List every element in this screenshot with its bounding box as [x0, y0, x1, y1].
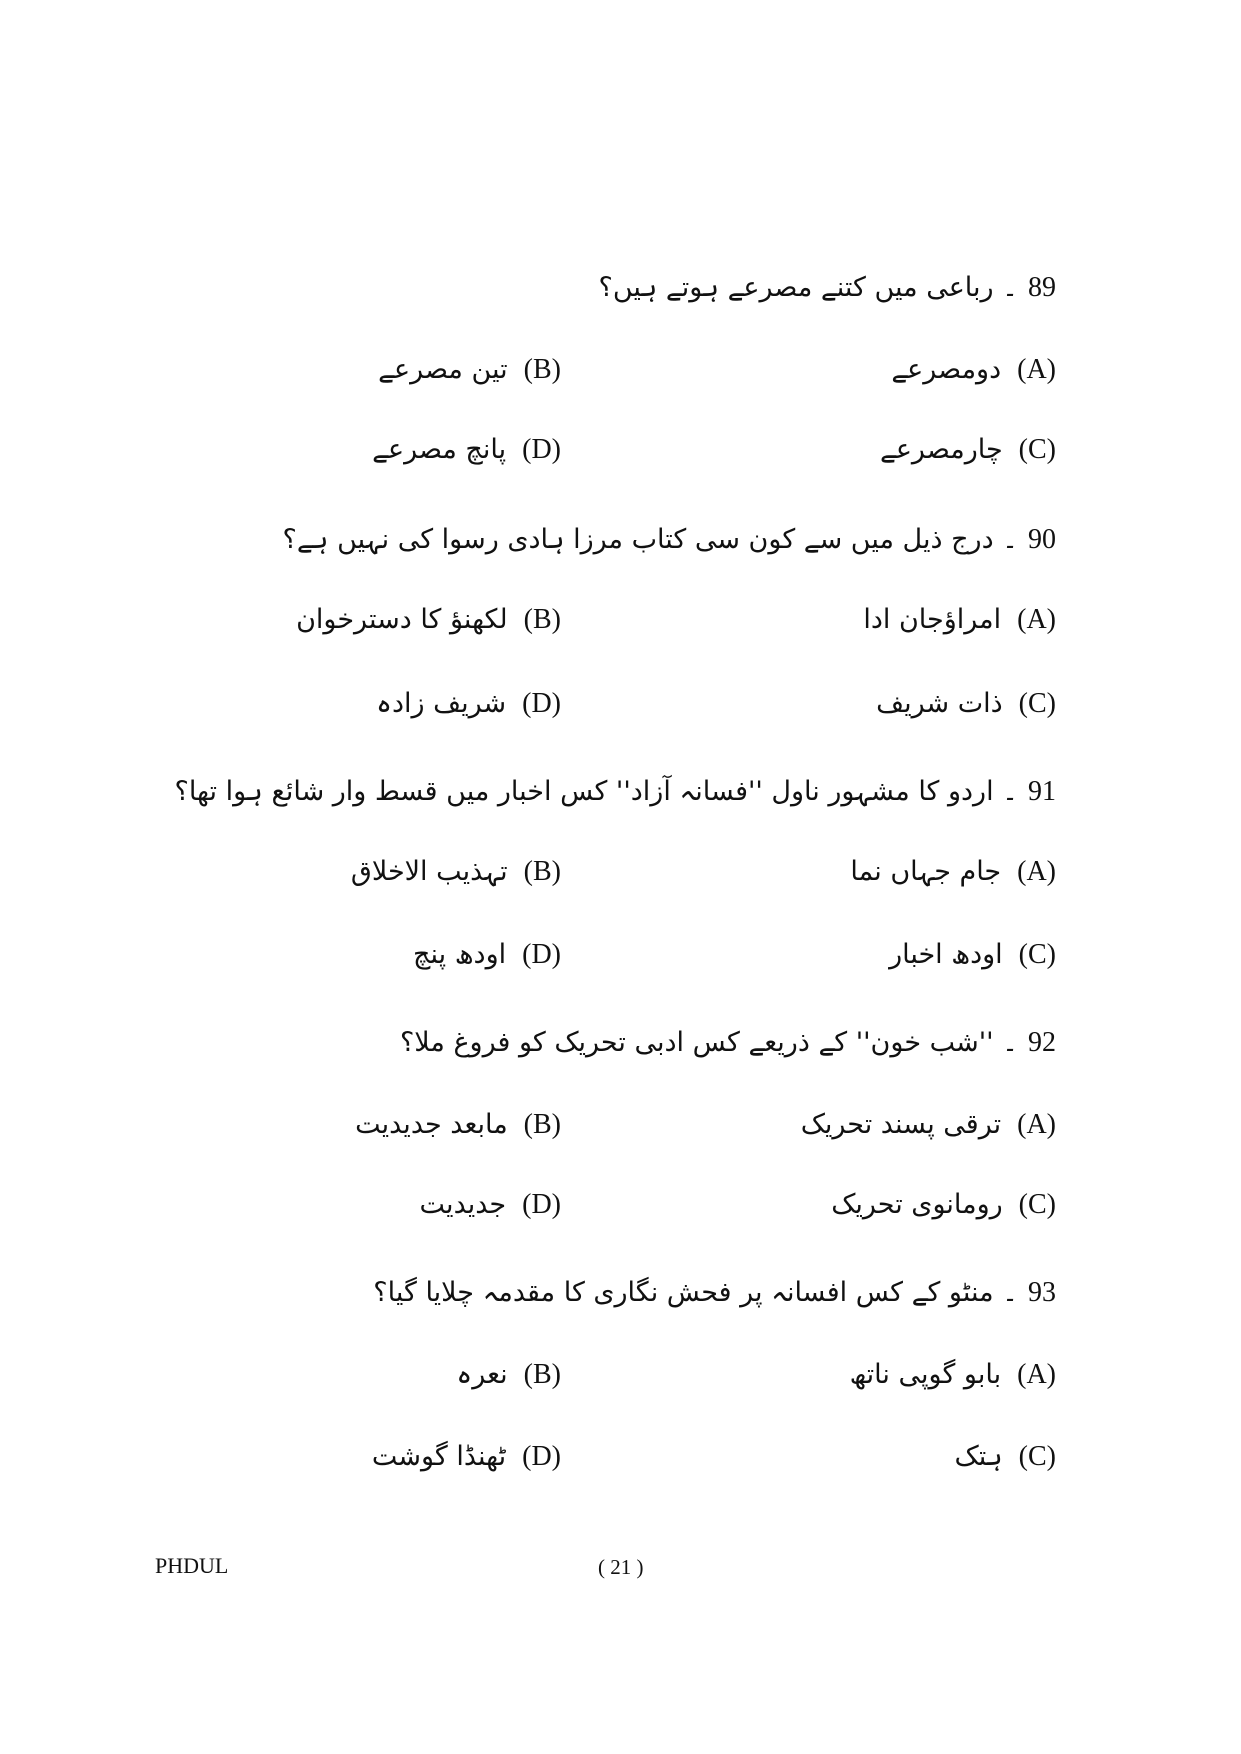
option-label: (B) — [523, 1109, 561, 1140]
question-line: 91۔ اردو کا مشہور ناول ''فسانہ آزاد'' کس اخبار میں قسط وار شائع ہوا تھا؟ — [175, 772, 1057, 812]
option-label: (A) — [1017, 604, 1056, 635]
option-label: (D) — [522, 1441, 561, 1472]
option-text: بابو گوپی ناتھ — [849, 1359, 1002, 1390]
option-label: (A) — [1017, 856, 1056, 887]
option-label: (C) — [1018, 434, 1056, 465]
option-label: (B) — [523, 354, 561, 385]
option-text: جدیدیت — [419, 1189, 507, 1220]
option-label: (D) — [522, 939, 561, 970]
option-c — [889, 935, 1056, 975]
question-line: 92۔ ''شب خون'' کے ذریعے کس ادبی تحریک کو فروغ ملا؟ — [400, 1023, 1056, 1063]
question-number: 92 — [1028, 1027, 1056, 1058]
option-d — [372, 1437, 561, 1477]
option-text: ٹھنڈا گوشت — [371, 1441, 507, 1472]
page-number: ( 21 ) — [598, 1555, 644, 1579]
option-label: (A) — [1017, 354, 1056, 385]
option-b — [351, 852, 561, 892]
question-text: ''شب خون'' کے ذریعے کس ادبی تحریک کو فروغ ملا؟ — [399, 1027, 994, 1058]
option-c — [831, 1185, 1056, 1225]
option-text: نعرہ — [456, 1359, 508, 1390]
question-91 — [0, 772, 1056, 832]
option-a — [863, 600, 1056, 640]
option-text: پانچ مصرعے — [372, 434, 507, 465]
question-92 — [0, 1023, 1056, 1083]
option-label: (A) — [1017, 1359, 1056, 1390]
option-label: (B) — [523, 856, 561, 887]
question-text: رباعی میں کتنے مصرعے ہوتے ہیں؟ — [598, 272, 994, 303]
option-a — [801, 1105, 1056, 1145]
paper-code: PHDUL — [155, 1553, 229, 1578]
option-label: (C) — [1018, 939, 1056, 970]
option-label: (D) — [522, 688, 561, 719]
option-text: امراؤجان ادا — [863, 604, 1002, 635]
option-a — [850, 1355, 1056, 1395]
question-number: 93 — [1028, 1277, 1056, 1308]
option-a — [850, 852, 1056, 892]
question-93 — [0, 1273, 1056, 1333]
option-label: (C) — [1018, 1441, 1056, 1472]
option-d — [376, 684, 561, 724]
option-text: لکھنؤ کا دسترخوان — [296, 604, 508, 635]
question-line: 89۔ رباعی میں کتنے مصرعے ہوتے ہیں؟ — [598, 268, 1056, 308]
question-number: 89 — [1028, 272, 1056, 303]
option-text: اودھ اخبار — [889, 939, 1003, 970]
option-c — [955, 1437, 1056, 1477]
option-text: ہتک — [954, 1441, 1003, 1472]
option-text: تہذیب الاخلاق — [350, 856, 508, 887]
question-text: درج ذیل میں سے کون سی کتاب مرزا ہادی رسوا کی نہیں ہے؟ — [282, 524, 994, 555]
option-label: (A) — [1017, 1109, 1056, 1140]
option-label: (C) — [1018, 1189, 1056, 1220]
option-label: (D) — [522, 1189, 561, 1220]
question-line: 93۔ منٹو کے کس افسانہ پر فحش نگاری کا مقدمہ چلایا گیا؟ — [373, 1273, 1056, 1313]
option-text: تین مصرعے — [378, 354, 508, 385]
option-text: ترقی پسند تحریک — [800, 1109, 1002, 1140]
question-90 — [0, 520, 1056, 580]
option-d — [420, 1185, 561, 1225]
question-number: 90 — [1028, 524, 1056, 555]
question-line: 90۔ درج ذیل میں سے کون سی کتاب مرزا ہادی رسوا کی نہیں ہے؟ — [283, 520, 1056, 560]
question-number: 91 — [1028, 776, 1056, 807]
option-a — [891, 350, 1056, 390]
option-text: اودھ پنچ — [413, 939, 507, 970]
option-label: (B) — [523, 1359, 561, 1390]
question-text: منٹو کے کس افسانہ پر فحش نگاری کا مقدمہ چلایا گیا؟ — [373, 1277, 994, 1308]
option-label: (B) — [523, 604, 561, 635]
option-b — [456, 1355, 561, 1395]
option-d — [372, 430, 561, 470]
option-b — [378, 350, 561, 390]
option-c — [876, 684, 1056, 724]
option-text: رومانوی تحریک — [831, 1189, 1003, 1220]
option-d — [413, 935, 561, 975]
option-text: دومصرعے — [891, 354, 1002, 385]
option-text: شریف زادہ — [376, 688, 507, 719]
option-label: (D) — [522, 434, 561, 465]
option-text: ذات شریف — [876, 688, 1003, 719]
option-label: (C) — [1018, 688, 1056, 719]
option-b — [355, 1105, 561, 1145]
option-text: چارمصرعے — [880, 434, 1003, 465]
option-text: جام جہاں نما — [850, 856, 1002, 887]
option-c — [880, 430, 1056, 470]
option-text: مابعد جدیدیت — [355, 1109, 508, 1140]
option-b — [296, 600, 561, 640]
question-text: اردو کا مشہور ناول ''فسانہ آزاد'' کس اخبار میں قسط وار شائع ہوا تھا؟ — [174, 776, 994, 807]
question-89 — [0, 268, 1056, 328]
